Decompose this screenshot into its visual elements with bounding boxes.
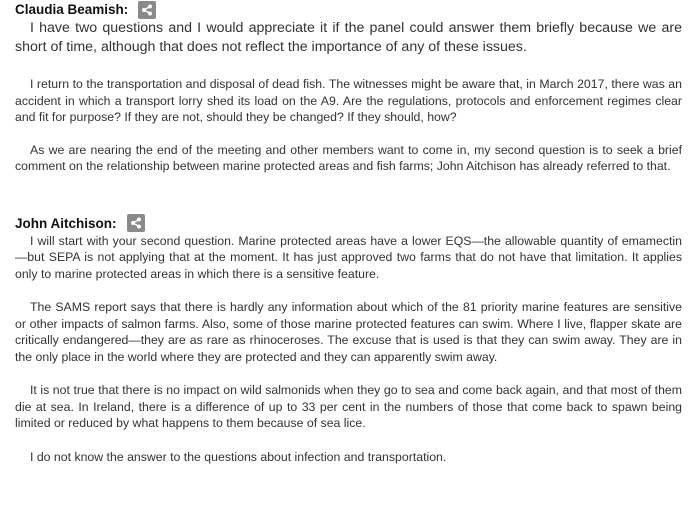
transcript	[15, 0, 682, 465]
share-icon[interactable]	[127, 214, 145, 232]
speech-paragraph: As we are nearing the end of the meeting and other members want to come in, my second question is to seek a brief comment on the relationship between marine protected areas and fish farms; John Aitchison has already referred to that.	[15, 142, 682, 173]
speaker-name: Claudia Beamish:	[15, 2, 129, 17]
speaker-name: John Aitchison:	[15, 215, 117, 231]
speech-block-claudia-beamish	[15, 0, 682, 175]
speaker-line	[15, 0, 682, 19]
speech-paragraph: The SAMS report says that there is hardly any information about which of the 81 priority marine features are sensitive or other impacts of salmon farms. Also, some of those marine protected features can swim. Where I live, flapper skate are critically endangered—they are as rare as rhinoceroses. The excuse that is used is that they can swim away. They are in the only place in the world where they are protected and they can apparently swim away.	[15, 300, 682, 364]
share-icon[interactable]	[138, 1, 156, 19]
speech-paragraph: I do not know the answer to the questions about infection and transportation.	[30, 449, 447, 464]
speech-paragraph: I have two questions and I would appreciate it if the panel could answer them briefly because we are short of time, although that does not reflect the importance of any of these issues.	[15, 20, 682, 55]
speech-paragraph: I return to the transportation and disposal of dead fish. The witnesses might be aware that, in March 2017, there was an accident in which a transport lorry shed its load on the A9. Are the regulations, protocols and enforcement regimes clear and fit for purpose? If they are not, should they be changed? If they should, how?	[15, 77, 682, 124]
speaker-line	[15, 214, 682, 233]
speech-paragraph: It is not true that there is no impact on wild salmonids when they go to sea and come back again, and that most of them die at sea. In Ireland, there is a difference of up to 33 per cent in the numbers of those that come back to spawn being limited or reduced by what happens to them because of sea lice.	[15, 383, 682, 430]
speech-block-john-aitchison	[15, 214, 682, 466]
speech-paragraph: I will start with your second question. Marine protected areas have a lower EQS—the allowable quantity of emamectin—but SEPA is not applying that at the moment. It has just approved two farms that do not have that limitation. It applies only to marine protected areas in which there is a sensitive feature.	[15, 233, 682, 281]
